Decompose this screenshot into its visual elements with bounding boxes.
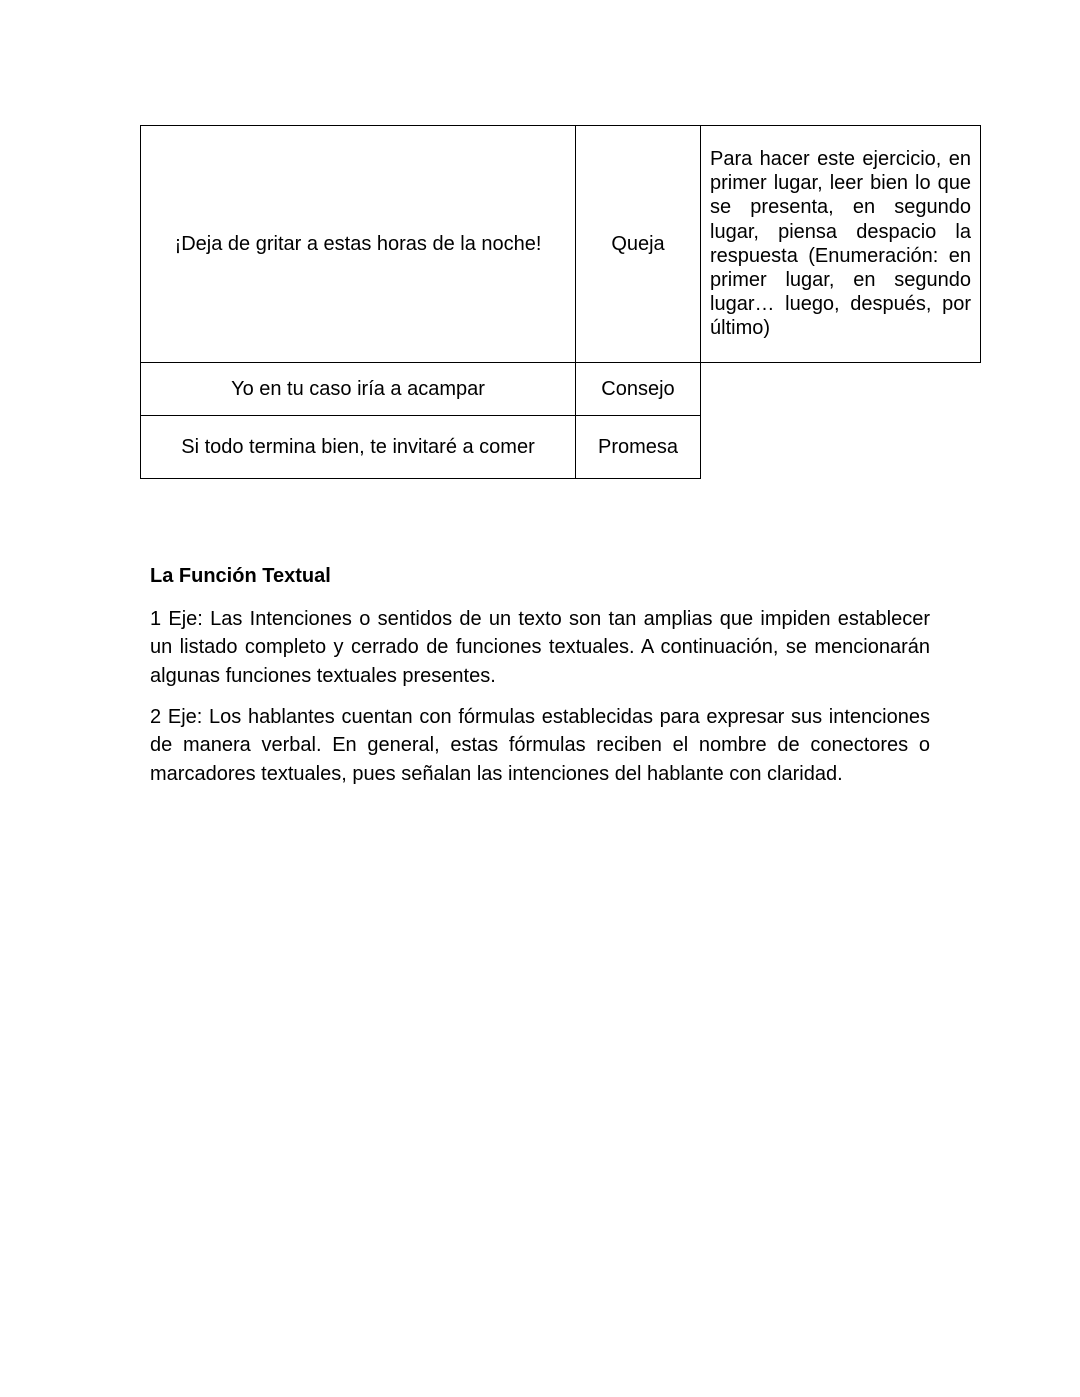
function-text: Queja — [611, 233, 665, 255]
section-heading: La Función Textual — [150, 565, 331, 587]
table-cell-note — [700, 125, 981, 363]
phrase-text: Yo en tu caso iría a acampar — [231, 378, 485, 400]
table-cell-function-3 — [575, 415, 701, 479]
function-text: Consejo — [601, 378, 675, 400]
paragraph-2: 2 Eje: Los hablantes cuentan con fórmulas establecidas para expresar sus intenciones de manera verbal. En general, estas fórmulas reciben el nombre de conectores o marcadores textuales, pues señalan las intenciones del hablante con claridad. — [150, 706, 930, 785]
paragraph-1: 1 Eje: Las Intenciones o sentidos de un texto son tan amplias que impiden establecer un listado completo y cerrado de funciones textuales. A continuación, se mencionarán algunas funciones textuales presentes. — [150, 608, 930, 687]
table-cell-phrase-3 — [140, 415, 576, 479]
phrase-text: Si todo termina bien, te invitaré a comer — [181, 436, 535, 458]
note-text: Para hacer este ejercicio, en primer lugar, leer bien lo que se presenta, en segundo lugar, piensa despacio la respuesta (Enumeración: en primer lugar, en segundo lugar… luego, después, por último) — [710, 148, 971, 340]
phrase-text: ¡Deja de gritar a estas horas de la noche! — [174, 233, 542, 255]
table-cell-function-1 — [575, 125, 701, 363]
table-cell-phrase-2 — [140, 362, 576, 416]
table-cell-function-2 — [575, 362, 701, 416]
table-cell-phrase-1 — [140, 125, 576, 363]
function-text: Promesa — [597, 436, 679, 458]
